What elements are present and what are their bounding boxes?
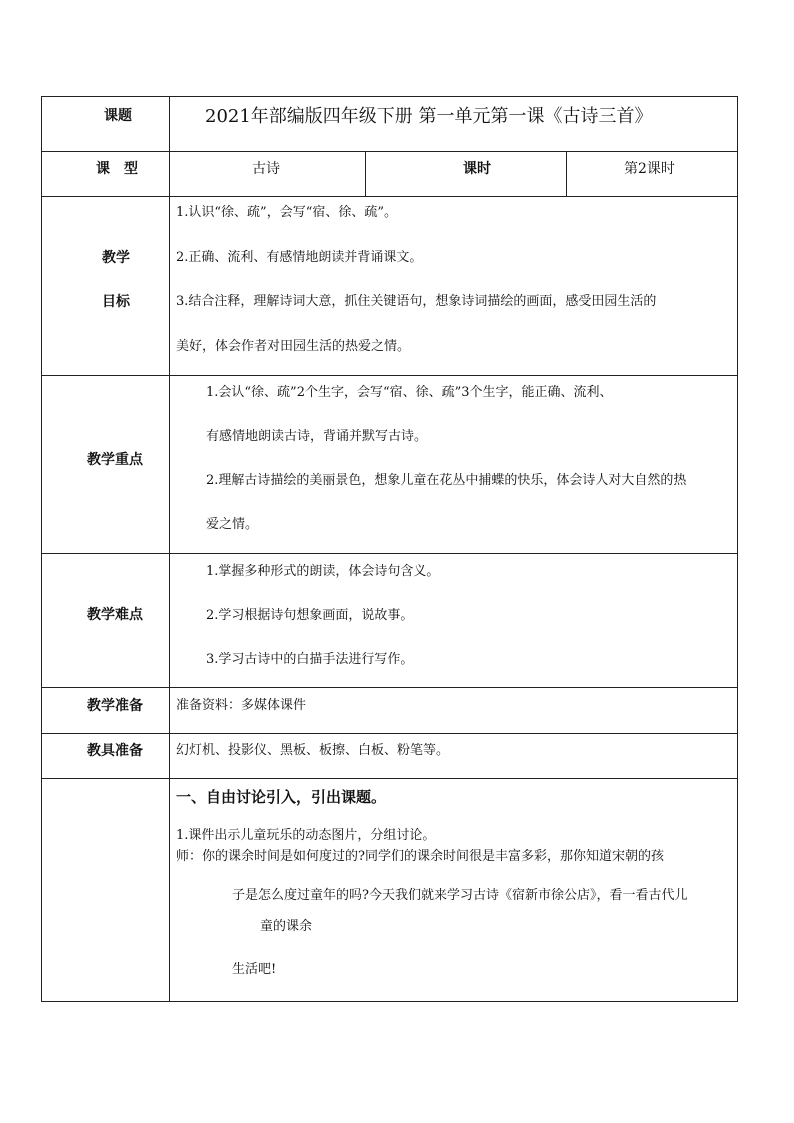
period-label: 课时 — [463, 161, 491, 177]
key-point-line: 1.会认“徐、疏”2个生字，会写“宿、徐、疏”3个生字，能正确、流利、 — [206, 385, 613, 400]
row-divider — [41, 687, 738, 688]
process-line: 师：你的课余时间是如何度过的?同学们的课余时间很是丰富多彩，那你知道宋朝的孩 — [176, 849, 664, 864]
objective-line: 2.正确、流利、有感情地朗读并背诵课文。 — [176, 250, 423, 265]
type-value: 古诗 — [252, 161, 280, 177]
column-divider — [566, 151, 567, 196]
key-point-line: 2.理解古诗描绘的美丽景色，想象儿童在花丛中捕蝶的快乐，体会诗人对大自然的热 — [206, 473, 687, 488]
topic-label: 课题 — [104, 108, 132, 124]
objective-line: 1.认识“徐、疏”，会写“宿、徐、疏”。 — [176, 205, 397, 220]
preparation-label: 教学准备 — [87, 698, 143, 714]
objective-line: 3.结合注释，理解诗词大意，抓住关键语句，想象诗词描绘的画面，感受田园生活的 — [176, 294, 657, 309]
type-label: 课 型 — [96, 161, 138, 177]
objectives-label-line2: 目标 — [102, 294, 130, 310]
equipment-value: 幻灯机、投影仪、黑板、板擦、白板、粉笔等。 — [176, 743, 450, 758]
row-divider — [41, 733, 738, 734]
row-divider — [41, 375, 738, 376]
process-line: 子是怎么度过童年的吗?今天我们就来学习古诗《宿新市徐公店》，看一看古代儿 — [232, 888, 688, 903]
process-line: 童的课余 — [260, 919, 313, 934]
column-divider — [365, 151, 366, 196]
period-value: 第2课时 — [624, 161, 675, 177]
key-point-line: 有感情地朗读古诗，背诵并默写古诗。 — [206, 429, 428, 444]
column-divider — [169, 96, 170, 1002]
row-divider — [41, 196, 738, 197]
difficulty-line: 3.学习古诗中的白描手法进行写作。 — [206, 652, 414, 667]
difficulty-line: 2.学习根据诗句想象画面，说故事。 — [206, 608, 414, 623]
process-line: 生活吧! — [232, 962, 277, 977]
difficulty-line: 1.掌握多种形式的朗读，体会诗句含义。 — [206, 564, 440, 579]
key-point-line: 爱之情。 — [206, 517, 259, 532]
lesson-table — [41, 96, 738, 1002]
objective-line: 美好，体会作者对田园生活的热爱之情。 — [176, 339, 411, 354]
process-line: 1.课件出示儿童玩乐的动态图片，分组讨论。 — [176, 828, 436, 843]
preparation-value: 准备资料：多媒体课件 — [176, 698, 307, 713]
key-points-label: 教学重点 — [87, 452, 143, 468]
row-divider — [41, 553, 738, 554]
objectives-label-line1: 教学 — [102, 250, 130, 266]
page-title: 2021年部编版四年级下册 第一单元第一课《古诗三首》 — [205, 106, 653, 127]
difficulties-label: 教学难点 — [87, 607, 143, 623]
process-heading: 一、自由讨论引入，引出课题。 — [176, 788, 387, 806]
row-divider — [41, 151, 738, 152]
equipment-label: 教具准备 — [87, 743, 143, 759]
row-divider — [41, 778, 738, 779]
